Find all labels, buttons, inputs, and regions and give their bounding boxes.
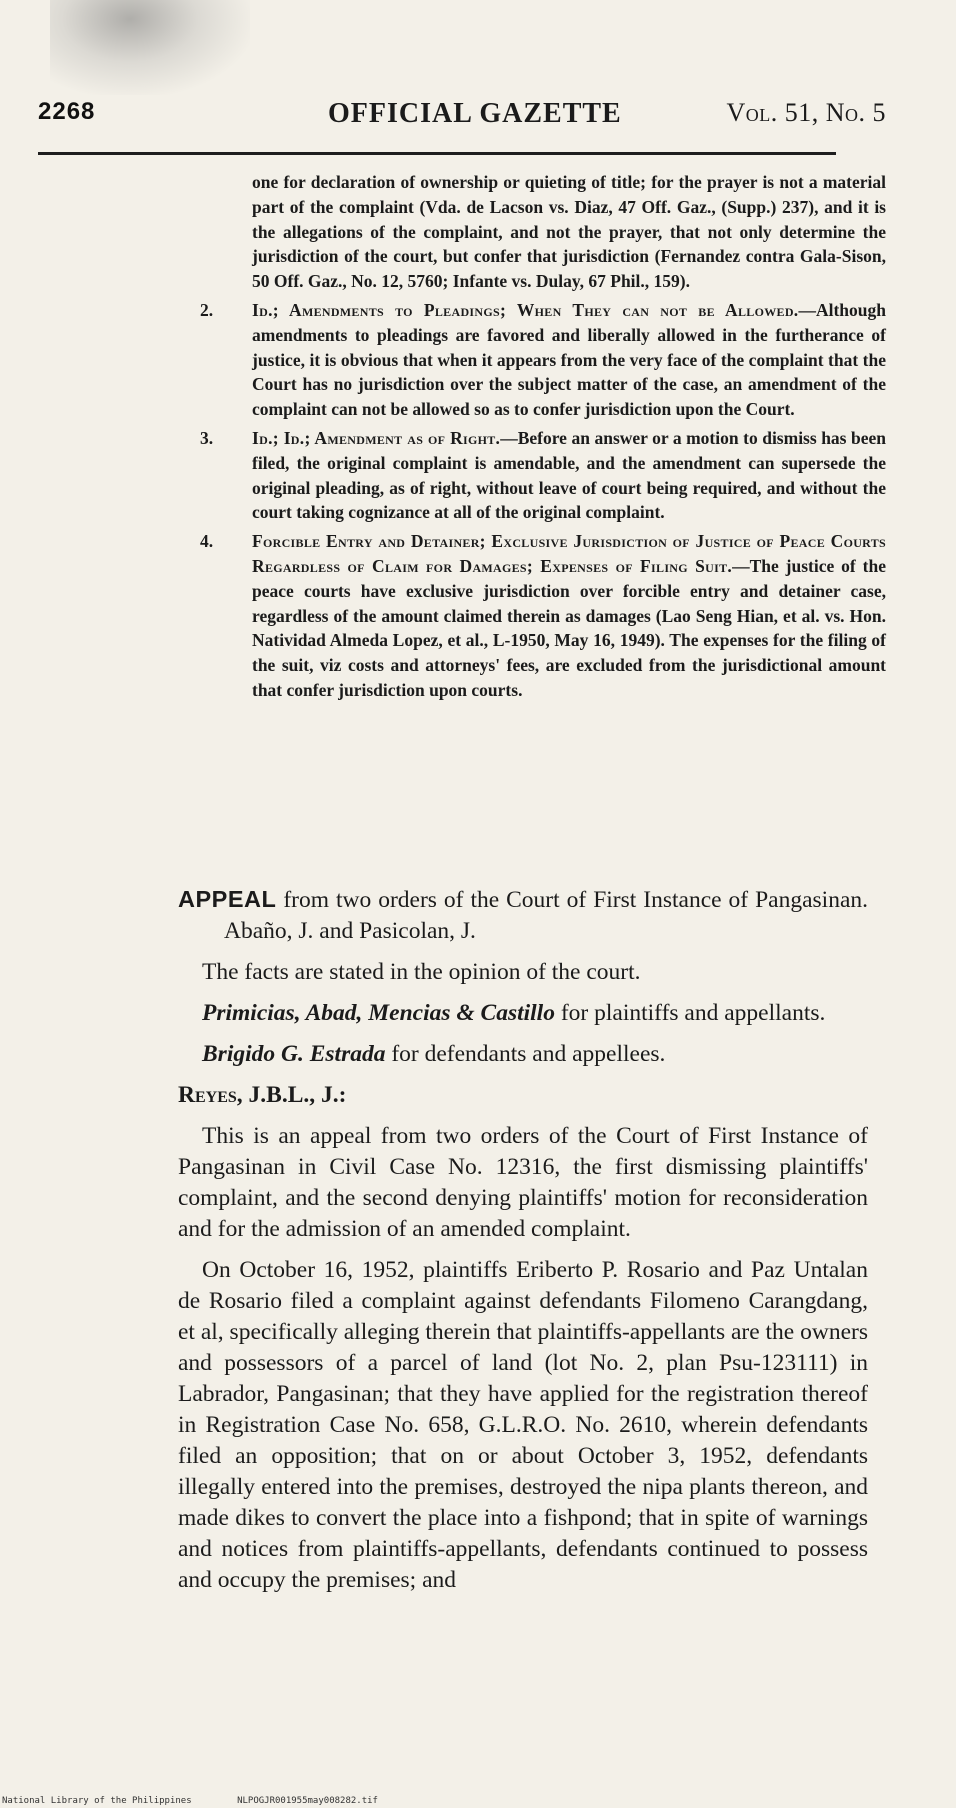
counsel-plaintiffs-role: for plaintiffs and appellants. (560, 1000, 826, 1026)
syllabus-item-number: 4. (200, 531, 214, 552)
syllabus-item (200, 426, 886, 525)
counsel-plaintiffs (178, 998, 868, 1029)
syllabus-item-text: —Before an answer or a motion to dismiss has been filed, the original complaint is amendable, and the amendment can supersede the original pleading, as of right, without leave of court being required, and without the court taking cognizance at all of the original complaint. (252, 427, 886, 523)
syllabus-item (200, 529, 886, 703)
syllabus-continuation: one for declaration of ownership or quieting of title; for the prayer is not a material part of the complaint (Vda. de Lacson vs. Diaz, 47 Off. Gaz., (Supp.) 237), and it is the allegations of the complaint, and not the prayer, that not only determine the jurisdiction of the court, but confer that jurisdiction (Fernandez contra Gala-Sison, 50 Off. Gaz., No. 12, 5760; Infante vs. Dulay, 67 Phil., 159). (252, 172, 886, 292)
scan-smudge (50, 0, 250, 95)
syllabus-item-text: —Although amendments to pleadings are favored and liberally allowed in the furtherance of justice, it is obvious that when it appears from the very face of the complaint that the Court has no jurisdiction over the subject matter of the case, an amendment of the complaint can not be allowed so as to confer jurisdiction upon the Court. (252, 299, 886, 420)
appeal-line (178, 884, 868, 947)
scan-footer (2, 1796, 418, 1806)
opinion-paragraph: This is an appeal from two orders of the Court of First Instance of Pangasinan in Civil Case No. 12316, the first dismissing plaintiffs' complaint, and the second denying plaintiffs' motion for reconsideration and for the admission of an amended complaint. (178, 1123, 868, 1242)
counsel-defendants (178, 1039, 868, 1070)
syllabus-item-text: —The justice of the peace courts have exclusive jurisdiction over forcible entry and detainer case, regardless of the amount claimed therein as damages (Lao Seng Hian, et al. vs. Hon. Natividad Almeda Lopez, et al., L-1950, May 16, 1949). The expenses for the filing of the suit, viz costs and attorneys' fees, are excluded from the jurisdictional amount that confer jurisdiction upon courts. (252, 555, 886, 700)
ponente: Reyes, J.B.L., J.: (178, 1082, 347, 1108)
page-header (38, 98, 886, 136)
header-rule (38, 152, 836, 155)
volume-number: Vol. 51, No. 5 (726, 98, 886, 127)
decision-body (178, 884, 868, 1606)
footer-library: National Library of the Philippines (2, 1796, 192, 1806)
counsel-defendants-name: Brigido G. Estrada (202, 1041, 386, 1067)
syllabus-item-heading: Forcible Entry and Detainer; Exclusive Jurisdiction of Justice of Peace Courts Regardless of Claim for Damages; Expenses of Filing Suit. (252, 531, 886, 576)
page-number: 2268 (38, 98, 96, 125)
gazette-title: OFFICIAL GAZETTE (328, 98, 622, 129)
syllabus-item-number: 2. (200, 299, 214, 320)
syllabus (200, 170, 886, 703)
facts-line: The facts are stated in the opinion of the court. (202, 959, 641, 985)
footer-file: NLPOGJR001955may008282.tif (237, 1796, 378, 1806)
syllabus-item-heading: Id.; Amendments to Pleadings; When They can not be Allowed. (252, 299, 799, 320)
syllabus-item (200, 298, 886, 422)
counsel-defendants-role: for defendants and appellees. (391, 1041, 666, 1067)
opinion-paragraph: On October 16, 1952, plaintiffs Eriberto P. Rosario and Paz Untalan de Rosario filed a complaint against defendants Filomeno Carangdang, et al, specifically alleging therein that plaintiffs-appellants are the owners and possessors of a parcel of land (lot No. 2, plan Psu-123111) in Labrador, Pangasinan; that they have applied for the registration thereof in Registration Case No. 658, G.L.R.O. No. 2610, wherein defendants filed an opposition; that on or about October 3, 1952, defendants illegally entered into the premises, destroyed the nipa plants thereon, and made dikes to convert the place into a fishpond; that in spite of warnings and notices from plaintiffs-appellants, defendants continued to possess and occupy the premises; and (178, 1257, 868, 1593)
syllabus-item-heading: Id.; Id.; Amendment as of Right. (252, 427, 501, 448)
appeal-lead: APPEAL (178, 886, 277, 912)
counsel-plaintiffs-name: Primicias, Abad, Mencias & Castillo (202, 1000, 555, 1026)
syllabus-item-number: 3. (200, 427, 214, 448)
appeal-rest: from two orders of the Court of First Instance of Pangasinan. Abaño, J. and Pasicolan, J. (224, 887, 868, 944)
